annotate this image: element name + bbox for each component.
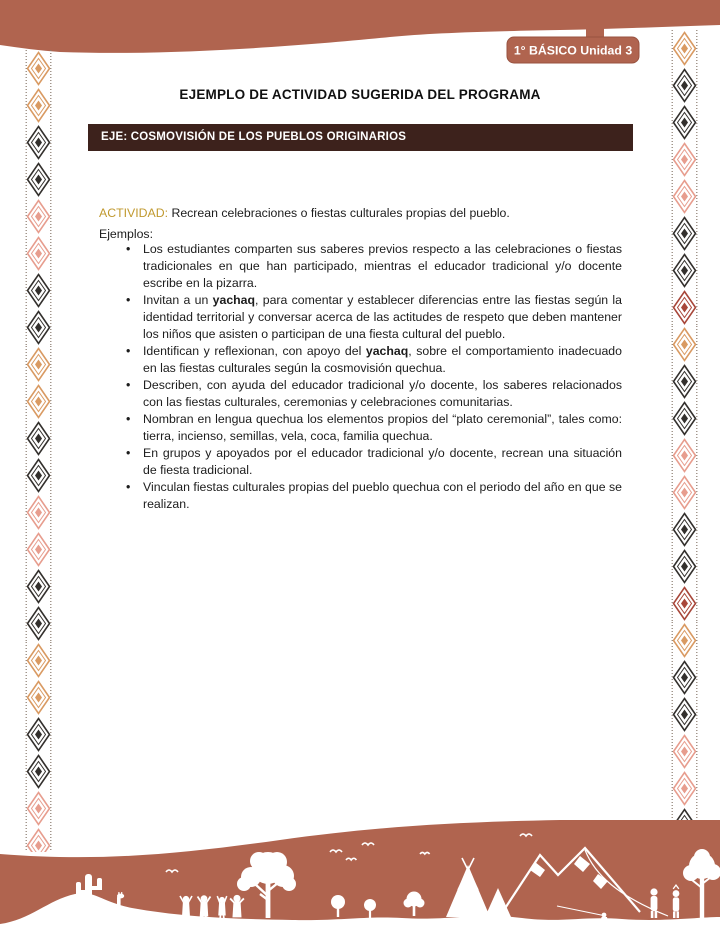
list-item: • Nombran en lengua quechua los elementos propios del “plato ceremonial”, tales como: tierra, incienso, semillas, vela, coca, familia quechua. bbox=[99, 411, 622, 445]
examples-list bbox=[99, 241, 622, 513]
list-item: • Describen, con ayuda del educador tradicional y/o docente, los saberes relacionados con las fiestas culturales, ceremonias y celebraciones comunitarias. bbox=[99, 377, 622, 411]
eje-banner bbox=[88, 124, 633, 151]
list-item: • Identifican y reflexionan, con apoyo del yachaq, sobre el comportamiento inadecuado en las fiestas culturales según la cosmovisión quechua. bbox=[99, 343, 622, 377]
textile-border-right-icon bbox=[671, 30, 698, 820]
examples-section bbox=[99, 241, 622, 513]
activity-line bbox=[99, 205, 624, 222]
list-item: • Vinculan fiestas culturales propias del pueblo quechua con el periodo del año en que se realizan. bbox=[99, 479, 622, 513]
activity-text: Recrean celebraciones o fiestas culturales propias del pueblo. bbox=[171, 206, 510, 221]
eje-banner-label: EJE: COSMOVISIÓN DE LOS PUEBLOS ORIGINARIOS bbox=[101, 131, 407, 143]
list-item: • En grupos y apoyados por el educador tradicional y/o docente, recrean una situación de fiesta tradicional. bbox=[99, 445, 622, 479]
examples-label: Ejemplos: bbox=[99, 227, 153, 241]
list-item: • Invitan a un yachaq, para comentar y establecer diferencias entre las fiestas según la identidad territorial y conversar acerca de las actitudes de respeto que deben mantener los niños que asisten o participan de una fiesta cultural del pueblo. bbox=[99, 292, 622, 343]
unit-badge-label: 1° BÁSICO Unidad 3 bbox=[513, 43, 633, 58]
textile-border-left-icon bbox=[25, 50, 52, 852]
footer-landscape bbox=[0, 820, 720, 932]
page-title: EJEMPLO DE ACTIVIDAD SUGERIDA DEL PROGRAMA bbox=[179, 87, 541, 102]
activity-label: ACTIVIDAD: bbox=[99, 206, 169, 221]
list-item: • Los estudiantes comparten sus saberes previos respecto a las celebraciones o fiestas tradicionales en que han participado, mientras el educador tradicional y/o docente escribe en la pizarra. bbox=[99, 241, 622, 292]
header-wave bbox=[0, 0, 720, 70]
